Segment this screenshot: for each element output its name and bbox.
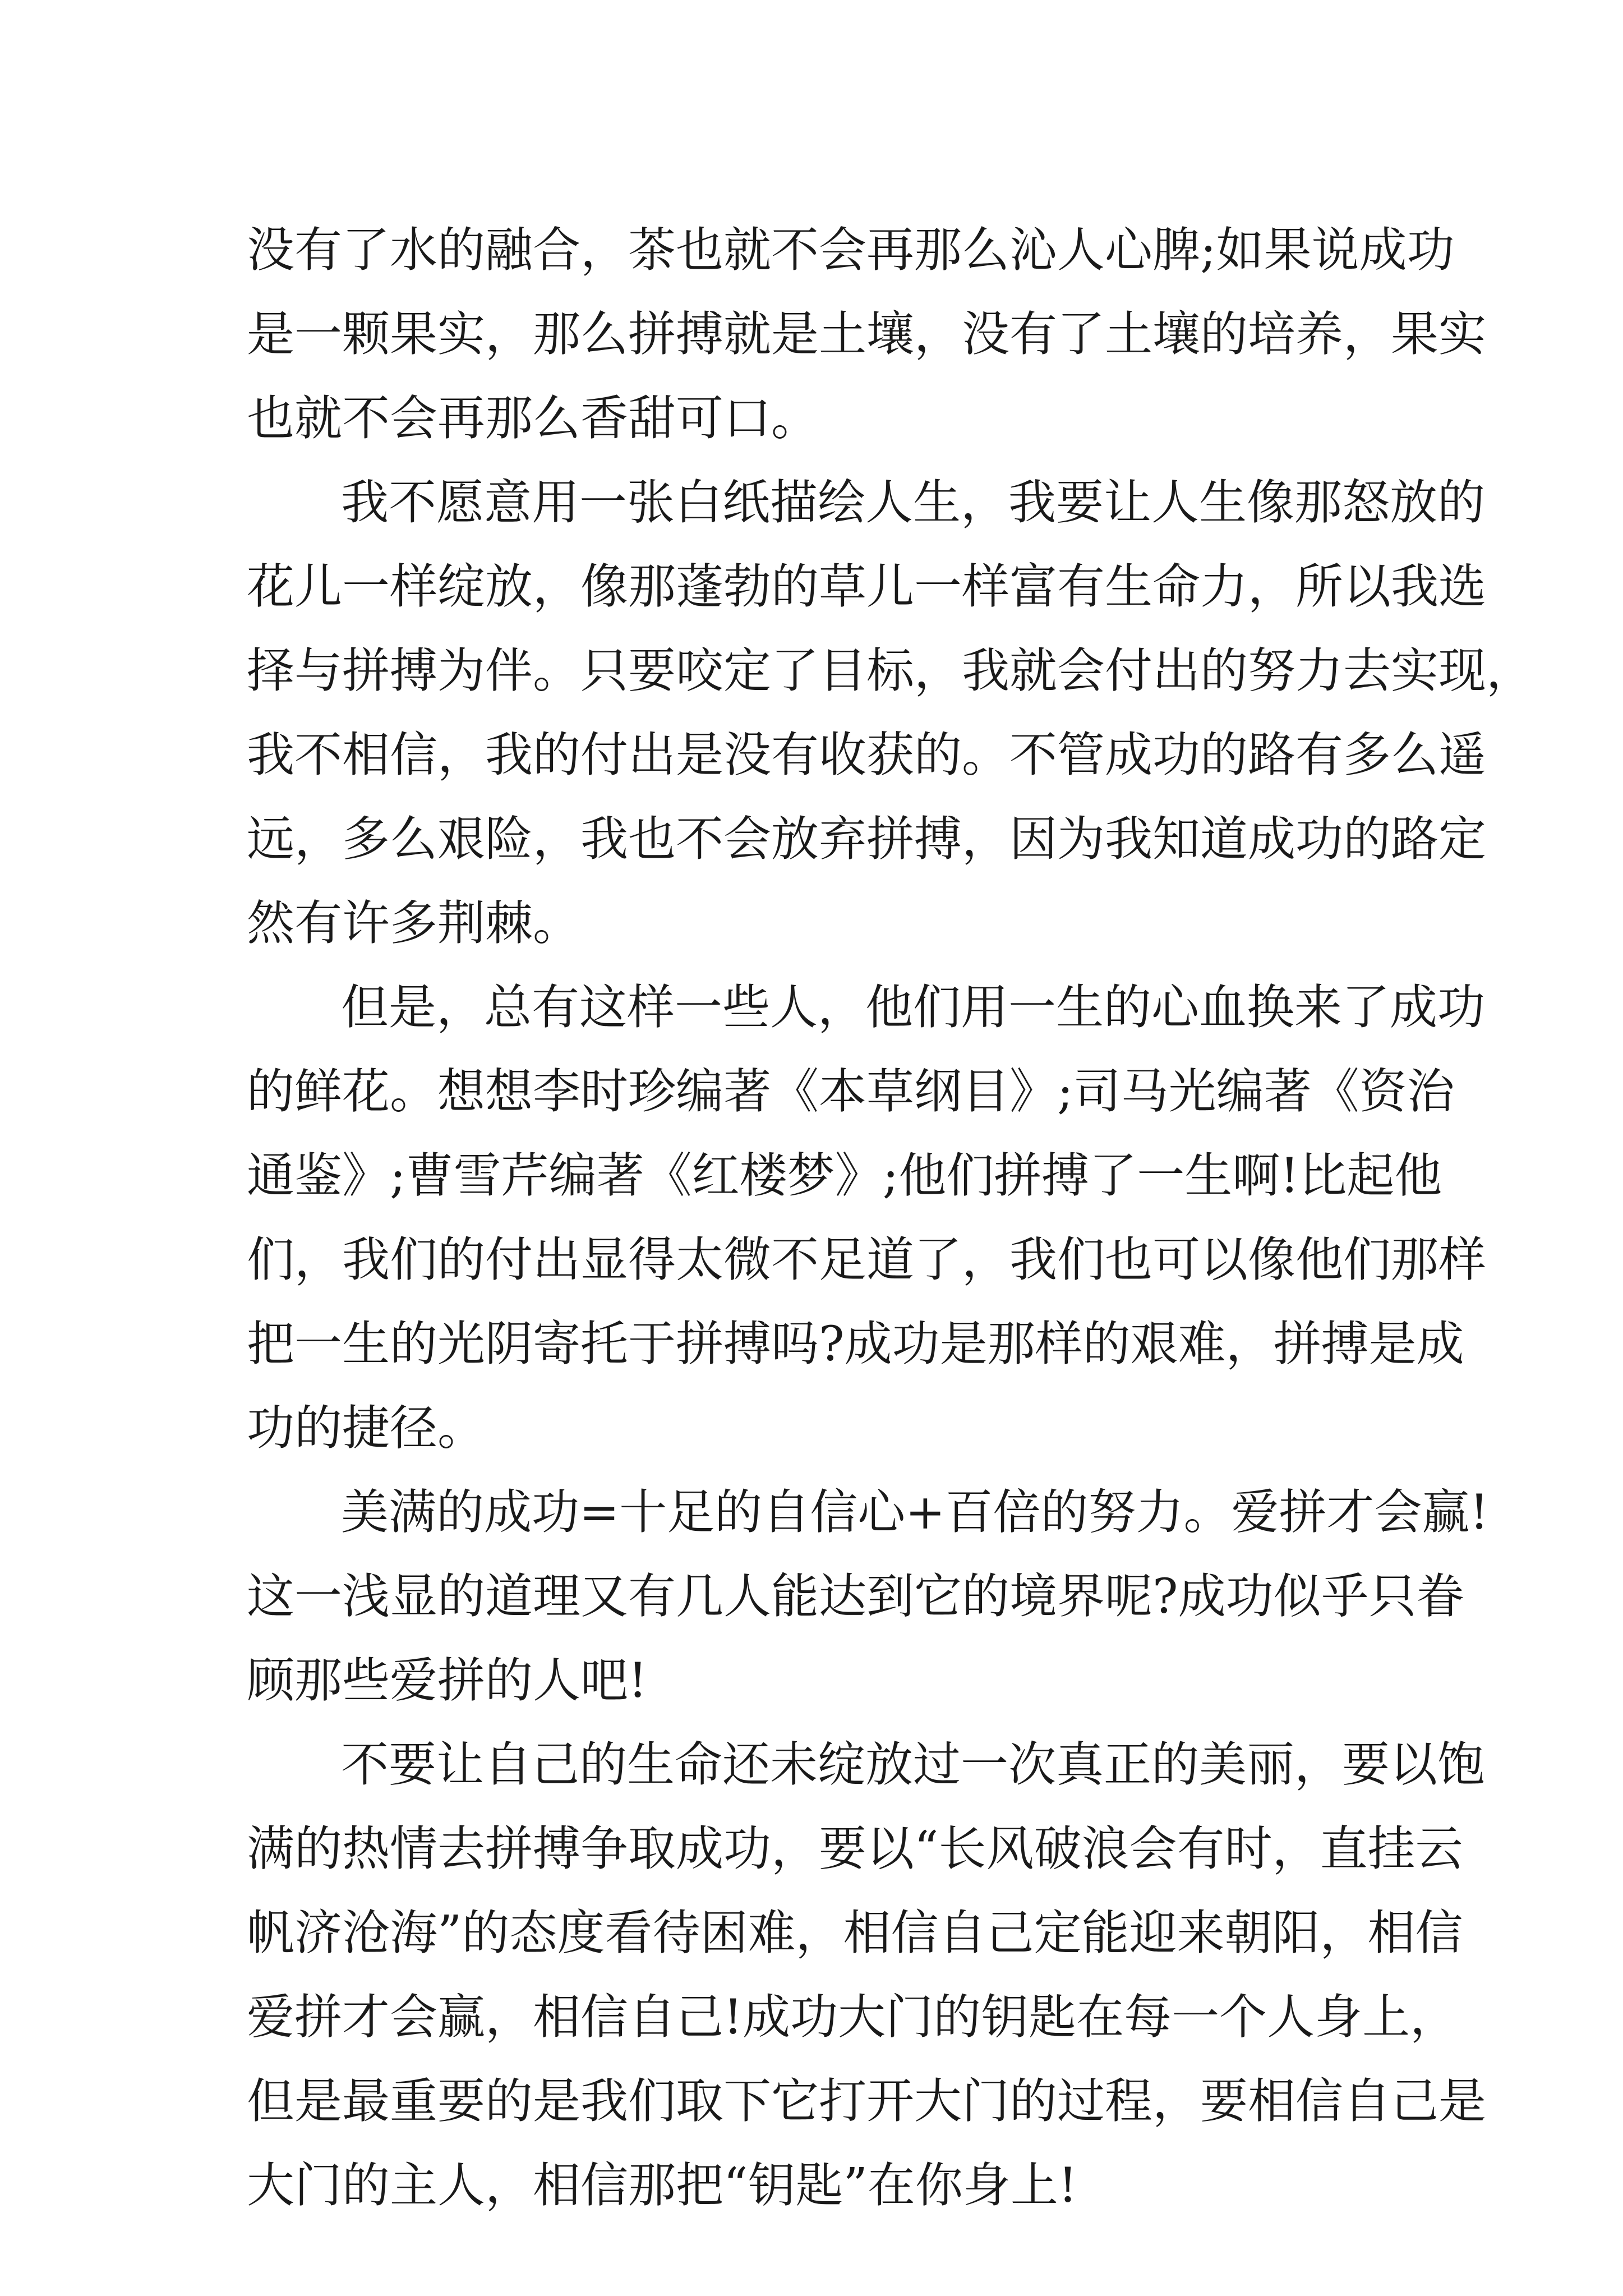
text-line: 我不愿意用一张白纸描绘人生，我要让人生像那怒放的: [341, 475, 1486, 531]
text-line: 花儿一样绽放，像那蓬勃的草儿一样富有生命力，所以我选: [247, 559, 1487, 615]
text-line: 我不相信，我的付出是没有收获的。不管成功的路有多么遥: [247, 728, 1487, 783]
text-line: 的鲜花。想想李时珍编著《本草纲目》;司马光编著《资治: [247, 1064, 1455, 1120]
text-line: 不要让自己的生命还未绽放过一次真正的美丽，要以饱: [341, 1737, 1486, 1793]
paragraph-5: [247, 1723, 1487, 2228]
paragraph-1: [247, 209, 1487, 461]
text-line: 也就不会再那么香甜可口。: [247, 391, 819, 447]
text-line: 但是最重要的是我们取下它打开大门的过程，要相信自己是: [247, 2074, 1487, 2129]
paragraph-4: [247, 1471, 1489, 1723]
text-line: 帆济沧海”的态度看待困难，相信自己定能迎来朝阳，相信: [247, 1906, 1463, 1961]
text-line: 爱拼才会赢，相信自己!成功大门的钥匙在每一个人身上，: [247, 1990, 1458, 2045]
paragraph-3: [247, 966, 1487, 1471]
text-line: 通鉴》;曹雪芹编著《红楼梦》;他们拼搏了一生啊!比起他: [247, 1148, 1442, 1204]
text-line: 功的捷径。: [247, 1401, 486, 1456]
text-line: 把一生的光阴寄托于拼搏吗?成功是那样的艰难，拼搏是成: [247, 1317, 1464, 1372]
text-line: 远，多么艰险，我也不会放弃拼搏，因为我知道成功的路定: [247, 812, 1487, 867]
text-line: 顾那些爱拼的人吧!: [247, 1653, 648, 1709]
text-line: 是一颗果实，那么拼搏就是土壤，没有了土壤的培养，果实: [247, 307, 1487, 362]
text-line: 这一浅显的道理又有几人能达到它的境界呢?成功似乎只眷: [247, 1569, 1464, 1625]
text-line: 择与拼搏为伴。只要咬定了目标，我就会付出的努力去实现，: [247, 643, 1534, 699]
text-line: 大门的主人，相信那把“钥匙”在你身上!: [247, 2158, 1078, 2214]
text-line: 们，我们的付出显得太微不足道了，我们也可以像他们那样: [247, 1232, 1487, 1288]
text-line: 然有许多荆棘。: [247, 896, 581, 951]
text-line: 美满的成功=十足的自信心+百倍的努力。爱拼才会赢!: [341, 1485, 1489, 1540]
text-line: 没有了水的融合，茶也就不会再那么沁人心脾;如果说成功: [247, 223, 1455, 278]
text-line: 但是，总有这样一些人，他们用一生的心血换来了成功: [341, 980, 1486, 1036]
paragraph-2: [247, 461, 1534, 966]
text-line: 满的热情去拼搏争取成功，要以“长风破浪会有时，直挂云: [247, 1821, 1463, 1877]
document-body: [247, 209, 1534, 2228]
